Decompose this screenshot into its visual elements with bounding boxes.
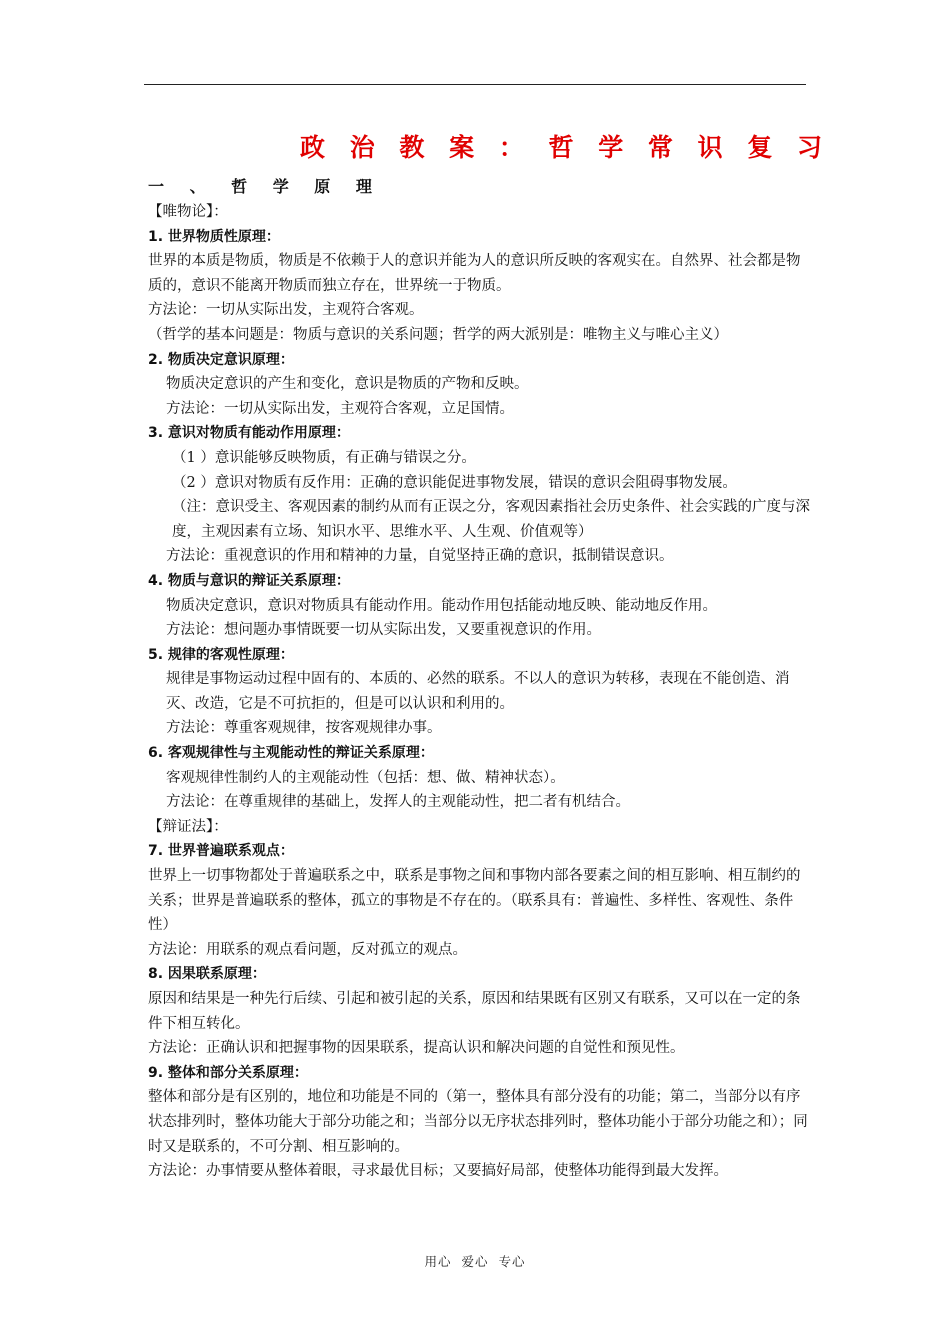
indented-paragraph: 物质决定意识的产生和变化，意识是物质的产物和反映。 [166,376,529,393]
paragraph: 方法论：正确认识和把握事物的因果联系，提高认识和解决问题的自觉性和预见性。 [148,1040,685,1057]
principle-heading: 7. 世界普遍联系观点： [148,843,294,860]
indented-note: （1 ）意识能够反映物质，有正确与错误之分。 [172,449,476,466]
paragraph: 方法论：用联系的观点看问题，反对孤立的观点。 [148,941,467,958]
paragraph: （哲学的基本问题是：物质与意识的关系问题；哲学的两大派别是：唯物主义与唯心主义） [148,326,728,343]
paragraph: 世界上一切事物都处于普遍联系之中，联系是事物之间和事物内部各要素之间的相互影响、相互制约的关系；世界是普遍联系的整体，孤立的事物是不存在的。（联系具有：普遍性、多样性、客观性、条件性） [148,868,801,934]
page-footer: 用心 爱心 专心 [424,1254,526,1269]
indented-paragraph: 方法论：想问题办事情既要一切从实际出发，又要重视意识的作用。 [166,622,601,639]
document-blocks [148,200,812,1184]
principle-heading: 4. 物质与意识的辩证关系原理： [148,572,350,589]
page-title: 政 治 教 案 ： 哲 学 常 识 复 习 [300,133,831,162]
indented-paragraph: 方法论：尊重客观规律，按客观规律办事。 [166,720,442,737]
indented-note: （2 ）意识对物质有反作用：正确的意识能促进事物发展，错误的意识会阻碍事物发展。 [172,474,737,491]
paragraph: 原因和结果是一种先行后续、引起和被引起的关系，原因和结果既有区别又有联系，又可以在一定的条件下相互转化。 [148,991,801,1032]
indented-paragraph: 规律是事物运动过程中固有的、本质的、必然的联系。不以人的意识为转移，表现在不能创造、消灭、改造，它是不可抗拒的，但是可以认识和利用的。 [166,671,790,712]
indented-paragraph: 客观规律性制约人的主观能动性（包括：想、做、精神状态）。 [166,769,565,786]
paragraph: 方法论：一切从实际出发，主观符合客观。 [148,302,424,319]
principle-heading: 5. 规律的客观性原理： [148,646,294,663]
principle-heading: 1. 世界物质性原理： [148,228,280,245]
indented-paragraph: 方法论：在尊重规律的基础上，发挥人的主观能动性，把二者有机结合。 [166,794,630,811]
document-body [148,174,812,1184]
principle-heading: 8. 因果联系原理： [148,966,266,983]
principle-heading: 2. 物质决定意识原理： [148,351,294,368]
paragraph: 世界的本质是物质，物质是不依赖于人的意识并能为人的意识所反映的客观实在。自然界、社会都是物质的，意识不能离开物质而独立存在，世界统一于物质。 [148,253,801,294]
indented-paragraph: 方法论：重视意识的作用和精神的力量，自觉坚持正确的意识，抵制错误意识。 [166,548,674,565]
paragraph: 整体和部分是有区别的，地位和功能是不同的（第一，整体具有部分没有的功能；第二，当部分以有序状态排列时，整体功能大于部分功能之和；当部分以无序状态排列时，整体功能小于部分功能之和）；同时又是联系的，不可分割、相互影响的。 [148,1089,808,1155]
category-label: 【辩证法】： [148,818,228,835]
indented-paragraph: 方法论：一切从实际出发，主观符合客观，立足国情。 [166,400,514,417]
principle-heading: 3. 意识对物质有能动作用原理： [148,425,350,442]
header-rule [144,84,806,85]
indented-paragraph: 物质决定意识，意识对物质具有能动作用。能动作用包括能动地反映、能动地反作用。 [166,597,717,614]
category-label: 【唯物论】： [148,204,228,220]
section-heading: 一 、 哲 学 原 理 [148,177,382,196]
indented-note: （注：意识受主、客观因素的制约从而有正误之分，客观因素指社会历史条件、社会实践的广度与深度，主观因素有立场、知识水平、思维水平、人生观、价值观等） [172,499,810,540]
principle-heading: 9. 整体和部分关系原理： [148,1064,308,1081]
paragraph: 方法论：办事情要从整体着眼，寻求最优目标；又要搞好局部，使整体功能得到最大发挥。 [148,1163,728,1180]
principle-heading: 6. 客观规律性与主观能动性的辩证关系原理： [148,745,434,762]
